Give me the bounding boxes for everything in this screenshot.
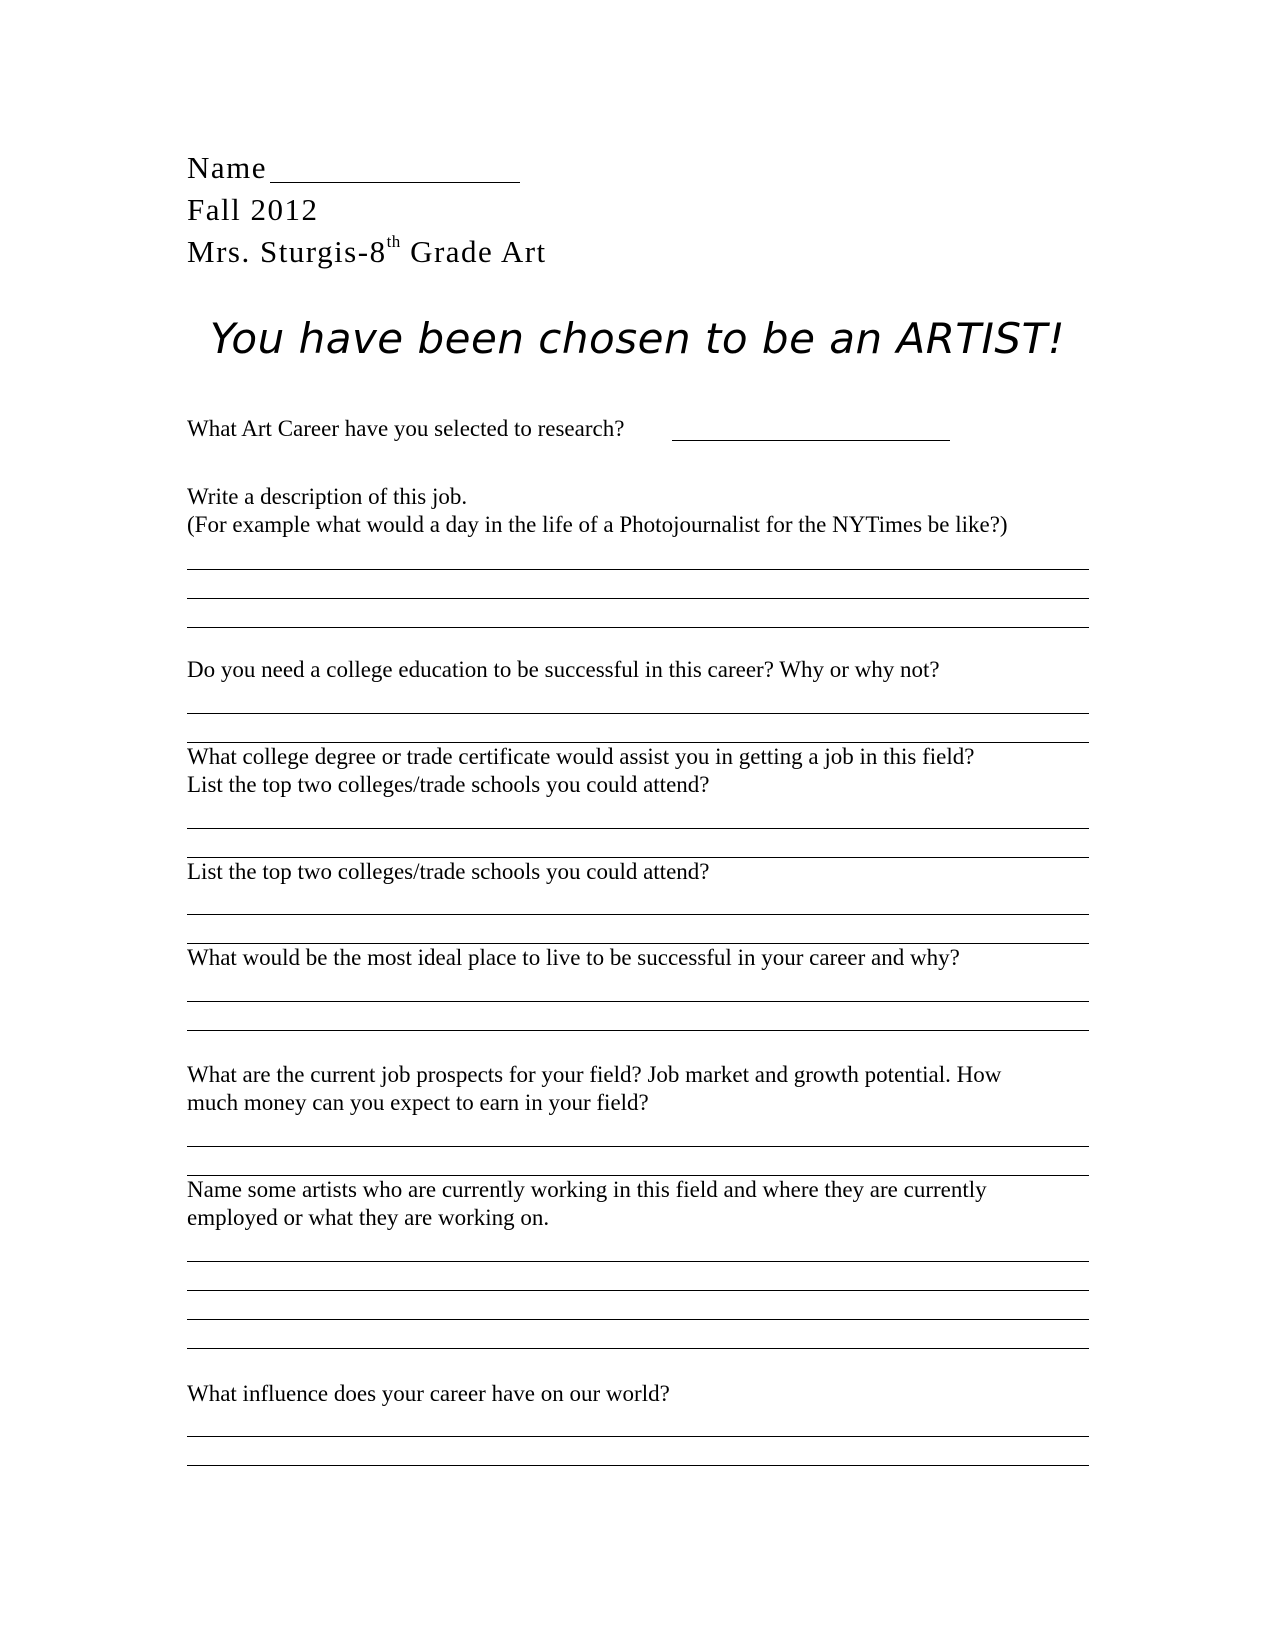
answer-line[interactable]: [187, 1261, 1089, 1262]
question-artists-cont: employed or what they are working on.: [187, 1205, 550, 1230]
question-description: Write a description of this job.: [187, 484, 468, 509]
question-schools: List the top two colleges/trade schools you could attend?: [187, 859, 710, 884]
answer-line[interactable]: [187, 1290, 1089, 1291]
answer-line[interactable]: [187, 627, 1089, 628]
answer-line[interactable]: [187, 914, 1089, 915]
answer-line[interactable]: [187, 1030, 1089, 1031]
question-job-prospects: What are the current job prospects for your field? Job market and growth potential. How: [187, 1062, 1002, 1087]
answer-line[interactable]: [187, 713, 1089, 714]
question-degree: What college degree or trade certificate would assist you in getting a job in this field?: [187, 744, 975, 769]
name-label: Name: [187, 150, 268, 185]
answer-line[interactable]: [187, 1319, 1089, 1320]
teacher-class-label: Mrs. Sturgis-8th Grade Art: [187, 232, 547, 269]
question-job-prospects-cont: much money can you expect to earn in your field?: [187, 1090, 649, 1115]
question-degree-schools: List the top two colleges/trade schools you could attend?: [187, 772, 710, 797]
term-label: Fall 2012: [187, 192, 319, 227]
answer-line[interactable]: [187, 1146, 1089, 1147]
question-ideal-place: What would be the most ideal place to live to be successful in your career and why?: [187, 945, 960, 970]
question-influence: What influence does your career have on our world?: [187, 1381, 670, 1406]
career-answer-line[interactable]: [672, 440, 950, 441]
question-artists: Name some artists who are currently working in this field and where they are currently: [187, 1177, 987, 1202]
question-career: What Art Career have you selected to research?: [187, 416, 625, 441]
name-blank-line[interactable]: [270, 182, 520, 183]
answer-line[interactable]: [187, 1436, 1089, 1437]
answer-line[interactable]: [187, 569, 1089, 570]
answer-line[interactable]: [187, 1348, 1089, 1349]
page-title: You have been chosen to be an ARTIST!: [209, 314, 1066, 363]
answer-line[interactable]: [187, 598, 1089, 599]
answer-line[interactable]: [187, 1465, 1089, 1466]
answer-line[interactable]: [187, 1001, 1089, 1002]
question-college-education: Do you need a college education to be successful in this career? Why or why not?: [187, 657, 940, 682]
question-description-example: (For example what would a day in the life of a Photojournalist for the NYTimes be like?): [187, 512, 1008, 537]
answer-line[interactable]: [187, 828, 1089, 829]
